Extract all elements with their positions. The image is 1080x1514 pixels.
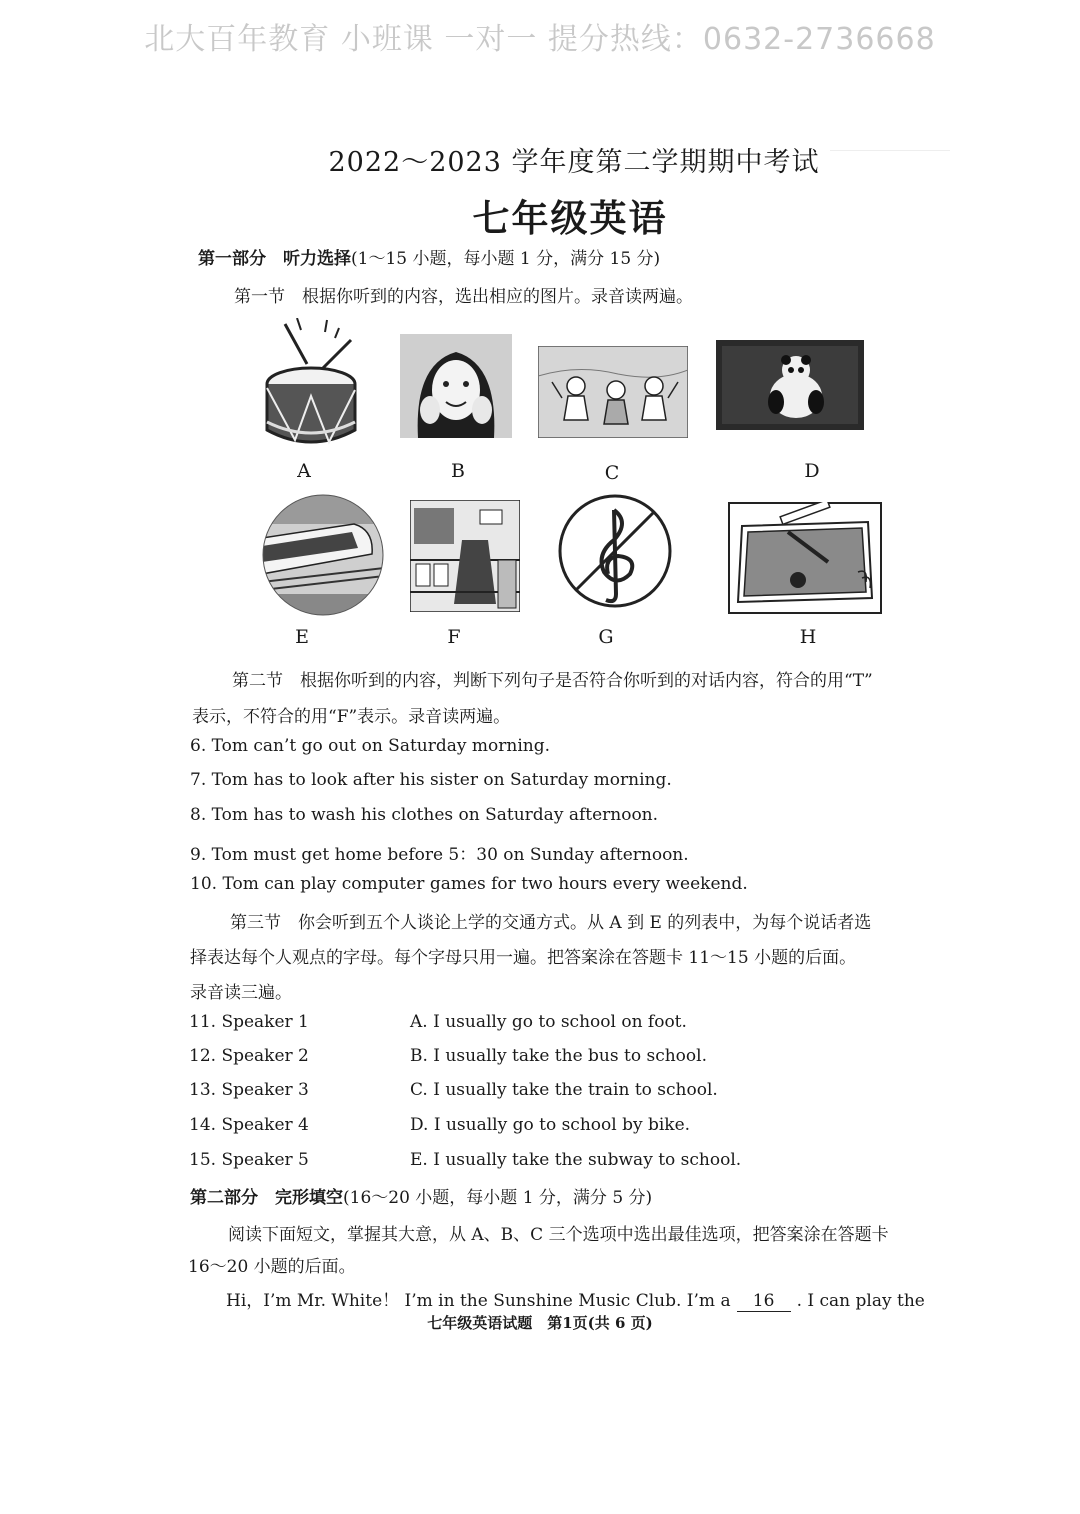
picture-g <box>556 492 674 610</box>
watermark-text: 北大百年教育 小班课 一对一 提分热线：0632-2736668 <box>144 22 936 57</box>
section2-instruction-line2: 表示，不符合的用“F”表示。录音读两遍。 <box>192 707 511 727</box>
picture-e-label: E <box>295 626 309 648</box>
part2-heading-score: (16～20 小题，每小题 1 分，满分 5 分) <box>343 1188 653 1208</box>
option-b: B. I usually take the bus to school. <box>410 1046 707 1066</box>
statement-8: 8. Tom has to wash his clothes on Saturday afternoon. <box>190 805 659 825</box>
part1-heading-label: 第一部分 听力选择 <box>198 249 351 269</box>
page-footer: 七年级英语试题 第1页(共 6 页) <box>427 1314 653 1332</box>
section2-instruction-line1: 第二节 根据你听到的内容，判断下列句子是否符合你听到的对话内容，符合的用“T” <box>232 671 873 691</box>
section3-instruction-line2: 择表达每个人观点的字母。每个字母只用一遍。把答案涂在答题卡 11～15 小题的后面。 <box>190 948 857 968</box>
part1-heading <box>198 244 660 269</box>
no-music-icon <box>556 492 674 610</box>
statement-7: 7. Tom has to look after his sister on Saturday morning. <box>190 770 672 790</box>
picture-d-label: D <box>804 460 820 482</box>
blank-16: 16 <box>737 1291 791 1312</box>
speaker-14: 14. Speaker 4 <box>189 1115 309 1135</box>
picture-h <box>728 502 882 614</box>
passage-text-before: Hi，I’m Mr. White！ I’m in the Sunshine Music Club. I’m a <box>226 1291 731 1311</box>
statement-9: 9. Tom must get home before 5：30 on Sunday afternoon. <box>190 845 689 865</box>
statement-6: 6. Tom can’t go out on Saturday morning. <box>190 736 550 756</box>
picture-c-label: C <box>604 462 620 484</box>
passage-first-line <box>226 1286 925 1312</box>
exam-title: 七年级英语 <box>472 196 668 240</box>
swimming-pool-icon <box>728 502 882 614</box>
picture-g-label: G <box>598 626 614 648</box>
drum-icon <box>255 318 367 456</box>
part2-instruction-line1: 阅读下面短文，掌握其大意，从 A、B、C 三个选项中选出最佳选项，把答案涂在答题卡 <box>228 1225 889 1245</box>
section3-instruction-line3: 录音读三遍。 <box>190 983 292 1003</box>
shop-icon <box>410 500 520 612</box>
speaker-11: 11. Speaker 1 <box>189 1012 309 1032</box>
picture-b-label: B <box>451 460 465 482</box>
picture-f <box>410 500 520 612</box>
option-a: A. I usually go to school on foot. <box>410 1012 687 1032</box>
train-icon <box>262 494 384 616</box>
speaker-12: 12. Speaker 2 <box>189 1046 309 1066</box>
section3-instruction-line1: 第三节 你会听到五个人谈论上学的交通方式。从 A 到 E 的列表中，为每个说话者选 <box>230 913 872 933</box>
exam-year-heading: 2022～2023 学年度第二学期期中考试 <box>328 147 820 178</box>
section1-instruction: 第一节 根据你听到的内容，选出相应的图片。录音读两遍。 <box>234 287 693 307</box>
picture-e <box>262 494 384 616</box>
passage-text-after: . I can play the <box>796 1291 925 1311</box>
option-d: D. I usually go to school by bike. <box>410 1115 691 1135</box>
picture-a-label: A <box>297 460 311 482</box>
panda-icon <box>716 340 864 430</box>
speaker-15: 15. Speaker 5 <box>189 1150 309 1170</box>
picture-f-label: F <box>447 626 461 648</box>
option-e: E. I usually take the subway to school. <box>410 1150 742 1170</box>
picture-d <box>716 340 864 430</box>
option-c: C. I usually take the train to school. <box>410 1080 718 1100</box>
part1-heading-score: (1～15 小题，每小题 1 分，满分 15 分) <box>351 249 661 269</box>
picture-c <box>538 346 688 438</box>
picture-a <box>255 318 367 456</box>
picture-b <box>400 334 512 438</box>
part2-heading <box>190 1183 652 1208</box>
children-playing-icon <box>538 346 688 438</box>
part2-heading-label: 第二部分 完形填空 <box>190 1188 343 1208</box>
picture-h-label: H <box>799 626 817 648</box>
statement-10: 10. Tom can play computer games for two hours every weekend. <box>190 874 748 894</box>
speaker-13: 13. Speaker 3 <box>189 1080 309 1100</box>
part2-instruction-line2: 16～20 小题的后面。 <box>188 1257 356 1277</box>
girl-photo-icon <box>400 334 512 438</box>
